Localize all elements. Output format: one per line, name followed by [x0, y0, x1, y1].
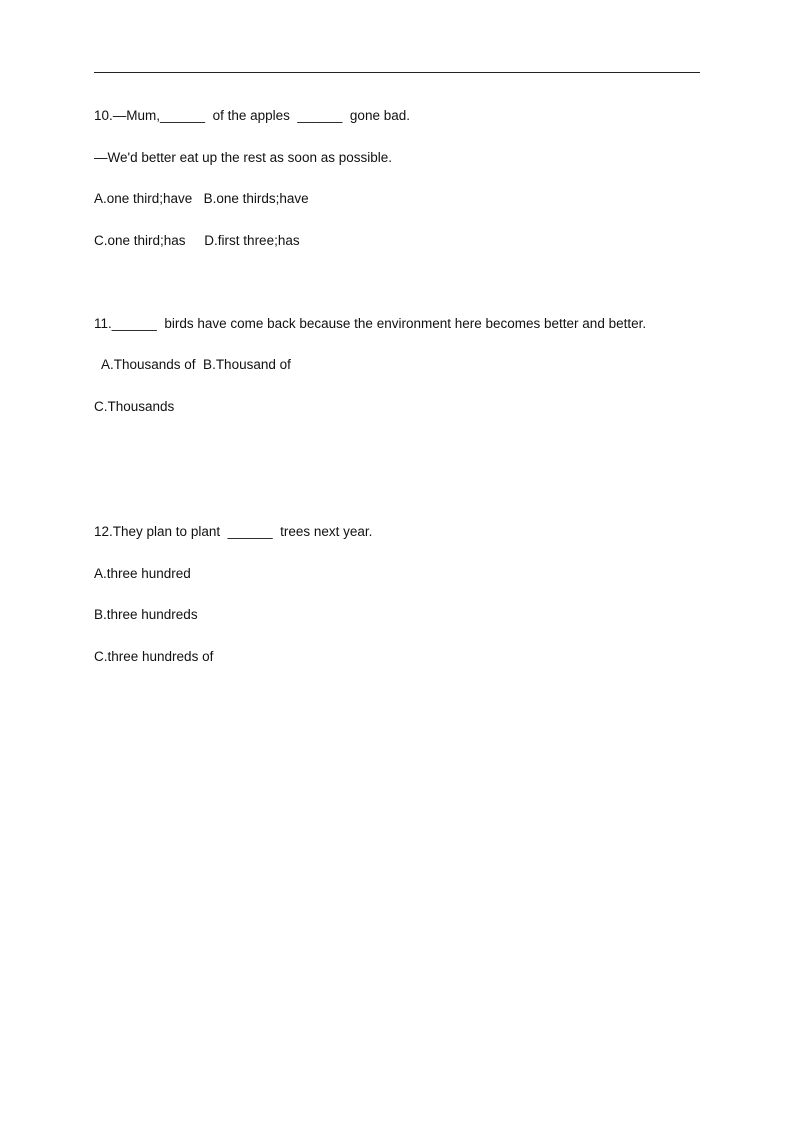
q10-stem: 10.—Mum,______ of the apples ______ gone bad.: [94, 108, 410, 123]
q11-stem: 11.______ birds have come back because the environment here becomes better and better.: [94, 316, 647, 331]
q10-reply: —We'd better eat up the rest as soon as possible.: [94, 150, 392, 165]
q12-stem: 12.They plan to plant ______ trees next year.: [94, 524, 373, 539]
q10-options-cd: C.one third;has D.first three;has: [94, 233, 300, 248]
q12-option-b: B.three hundreds: [94, 607, 198, 622]
q11-option-c: C.Thousands: [94, 399, 175, 414]
header-rule: [94, 72, 700, 73]
q10-options-ab: A.one third;have B.one thirds;have: [94, 191, 309, 206]
q11-options-ab: A.Thousands of B.Thousand of: [101, 357, 291, 372]
q12-option-c: C.three hundreds of: [94, 649, 214, 664]
q12-option-a: A.three hundred: [94, 566, 191, 581]
